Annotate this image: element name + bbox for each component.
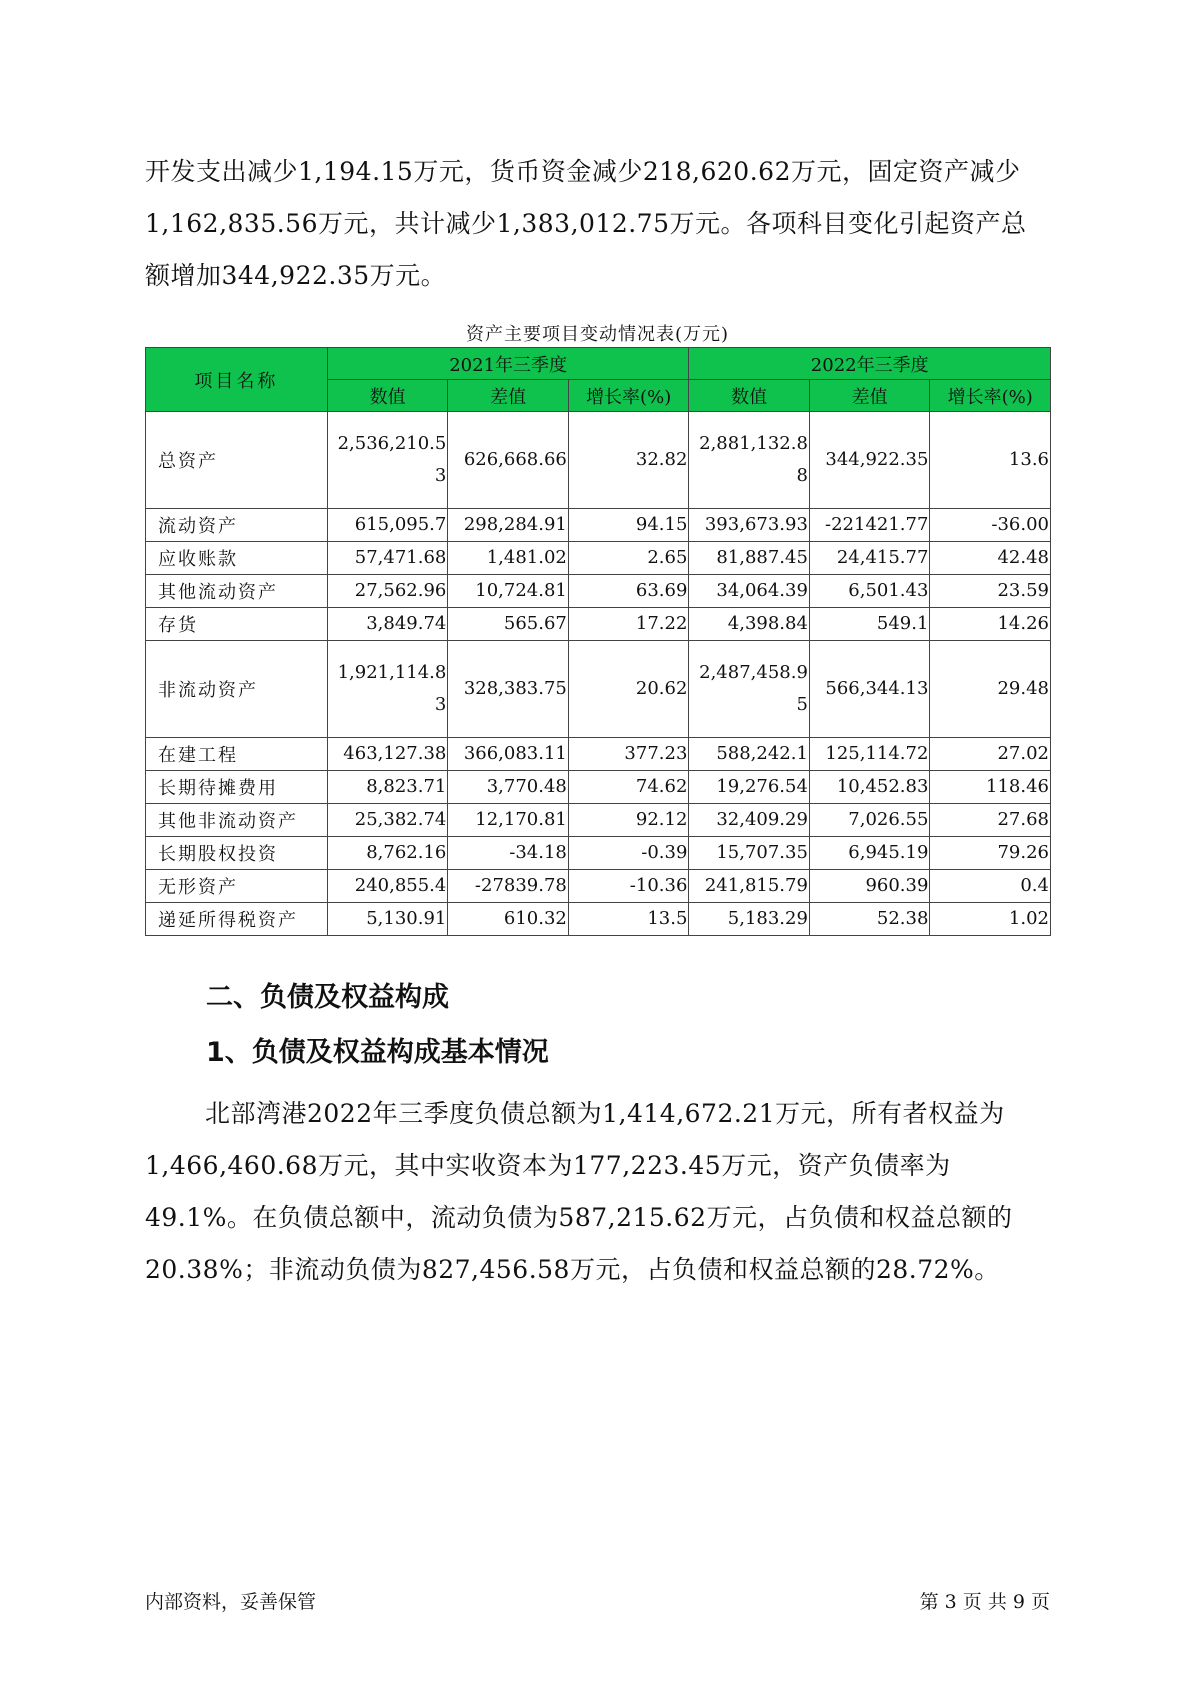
cell: 565.67 [448, 608, 569, 641]
cell: 57,471.68 [327, 542, 448, 575]
subheader-growth-2022: 增长率(%) [930, 380, 1051, 412]
cell: 10,724.81 [448, 575, 569, 608]
table-row [146, 412, 1051, 509]
cell: 32.82 [568, 412, 689, 509]
cell: 92.12 [568, 804, 689, 837]
subheader-value-2022: 数值 [689, 380, 810, 412]
cell: 377.23 [568, 738, 689, 771]
cell: 2.65 [568, 542, 689, 575]
cell: 12,170.81 [448, 804, 569, 837]
table-row [146, 870, 1051, 903]
cell: 615,095.7 [327, 509, 448, 542]
cell: 20.62 [568, 641, 689, 738]
cell: 960.39 [809, 870, 930, 903]
row-label: 其他流动资产 [146, 575, 328, 608]
row-label: 长期待摊费用 [146, 771, 328, 804]
cell: 1,481.02 [448, 542, 569, 575]
table-row [146, 641, 1051, 738]
header-period-2022: 2022年三季度 [689, 348, 1051, 380]
table-row [146, 804, 1051, 837]
cell: 27,562.96 [327, 575, 448, 608]
table-row [146, 903, 1051, 936]
cell: 549.1 [809, 608, 930, 641]
row-label: 无形资产 [146, 870, 328, 903]
cell: 63.69 [568, 575, 689, 608]
asset-change-table [145, 347, 1051, 936]
cell: 2,881,132.88 [689, 412, 810, 509]
row-label: 其他非流动资产 [146, 804, 328, 837]
cell: 32,409.29 [689, 804, 810, 837]
row-label: 长期股权投资 [146, 837, 328, 870]
table-row [146, 837, 1051, 870]
cell: 0.4 [930, 870, 1051, 903]
footer-confidential-note: 内部资料，妥善保管 [145, 1591, 317, 1613]
section-heading: 二、负债及权益构成 [206, 982, 449, 1013]
subheader-diff-2022: 差值 [809, 380, 930, 412]
table-row [146, 509, 1051, 542]
cell: 566,344.13 [809, 641, 930, 738]
cell: 29.48 [930, 641, 1051, 738]
cell: 463,127.38 [327, 738, 448, 771]
cell: 588,242.1 [689, 738, 810, 771]
row-label: 流动资产 [146, 509, 328, 542]
table-row [146, 608, 1051, 641]
cell: 2,536,210.53 [327, 412, 448, 509]
cell: 24,415.77 [809, 542, 930, 575]
cell: 42.48 [930, 542, 1051, 575]
cell: 34,064.39 [689, 575, 810, 608]
cell: 118.46 [930, 771, 1051, 804]
cell: 7,026.55 [809, 804, 930, 837]
cell: 3,849.74 [327, 608, 448, 641]
cell: -36.00 [930, 509, 1051, 542]
cell: 10,452.83 [809, 771, 930, 804]
cell: 1.02 [930, 903, 1051, 936]
intro-paragraph: 开发支出减少1,194.15万元，货币资金减少218,620.62万元，固定资产减少1,162,835.56万元，共计减少1,383,012.75万元。各项科目变化引起资产总额增加344,922.35万元。 [145, 157, 1027, 290]
cell: -34.18 [448, 837, 569, 870]
row-label: 应收账款 [146, 542, 328, 575]
cell: 81,887.45 [689, 542, 810, 575]
cell: -10.36 [568, 870, 689, 903]
cell: 344,922.35 [809, 412, 930, 509]
cell: 6,501.43 [809, 575, 930, 608]
row-label: 总资产 [146, 412, 328, 509]
row-label: 在建工程 [146, 738, 328, 771]
cell: 125,114.72 [809, 738, 930, 771]
cell: 13.6 [930, 412, 1051, 509]
cell: -221421.77 [809, 509, 930, 542]
cell: 328,383.75 [448, 641, 569, 738]
cell: 366,083.11 [448, 738, 569, 771]
row-label: 非流动资产 [146, 641, 328, 738]
footer-page-number: 第 3 页 共 9 页 [919, 1591, 1050, 1613]
cell: 1,921,114.83 [327, 641, 448, 738]
cell: 27.68 [930, 804, 1051, 837]
cell: 393,673.93 [689, 509, 810, 542]
cell: 626,668.66 [448, 412, 569, 509]
cell: 79.26 [930, 837, 1051, 870]
row-label: 递延所得税资产 [146, 903, 328, 936]
cell: 241,815.79 [689, 870, 810, 903]
cell: 2,487,458.95 [689, 641, 810, 738]
cell: 52.38 [809, 903, 930, 936]
subheader-diff-2021: 差值 [448, 380, 569, 412]
cell: -0.39 [568, 837, 689, 870]
table-row [146, 575, 1051, 608]
cell: 27.02 [930, 738, 1051, 771]
cell: 17.22 [568, 608, 689, 641]
cell: 14.26 [930, 608, 1051, 641]
subheader-growth-2021: 增长率(%) [568, 380, 689, 412]
cell: 240,855.4 [327, 870, 448, 903]
cell: 298,284.91 [448, 509, 569, 542]
liabilities-paragraph: 北部湾港2022年三季度负债总额为1,414,672.21万元，所有者权益为1,466,460.68万元，其中实收资本为177,223.45万元，资产负债率为49.1%。在负债总额中，流动负债为587,215.62万元，占负债和权益总额的20.38%；非流动负债为827,456.58万元，占负债和权益总额的28.72%。 [145, 1099, 1013, 1284]
cell: 74.62 [568, 771, 689, 804]
row-label: 存货 [146, 608, 328, 641]
cell: 5,130.91 [327, 903, 448, 936]
cell: 94.15 [568, 509, 689, 542]
cell: 8,823.71 [327, 771, 448, 804]
table-caption: 资产主要项目变动情况表(万元) [465, 324, 730, 345]
table-row [146, 542, 1051, 575]
cell: 13.5 [568, 903, 689, 936]
cell: 4,398.84 [689, 608, 810, 641]
table-row [146, 738, 1051, 771]
cell: 25,382.74 [327, 804, 448, 837]
cell: 8,762.16 [327, 837, 448, 870]
cell: 610.32 [448, 903, 569, 936]
cell: 23.59 [930, 575, 1051, 608]
subsection-heading: 1、负债及权益构成基本情况 [206, 1037, 549, 1068]
cell: 15,707.35 [689, 837, 810, 870]
cell: 5,183.29 [689, 903, 810, 936]
cell: 19,276.54 [689, 771, 810, 804]
subheader-value-2021: 数值 [327, 380, 448, 412]
header-period-2021: 2021年三季度 [327, 348, 689, 380]
cell: -27839.78 [448, 870, 569, 903]
cell: 3,770.48 [448, 771, 569, 804]
cell: 6,945.19 [809, 837, 930, 870]
table-row [146, 771, 1051, 804]
header-item-name: 项目名称 [146, 348, 328, 412]
